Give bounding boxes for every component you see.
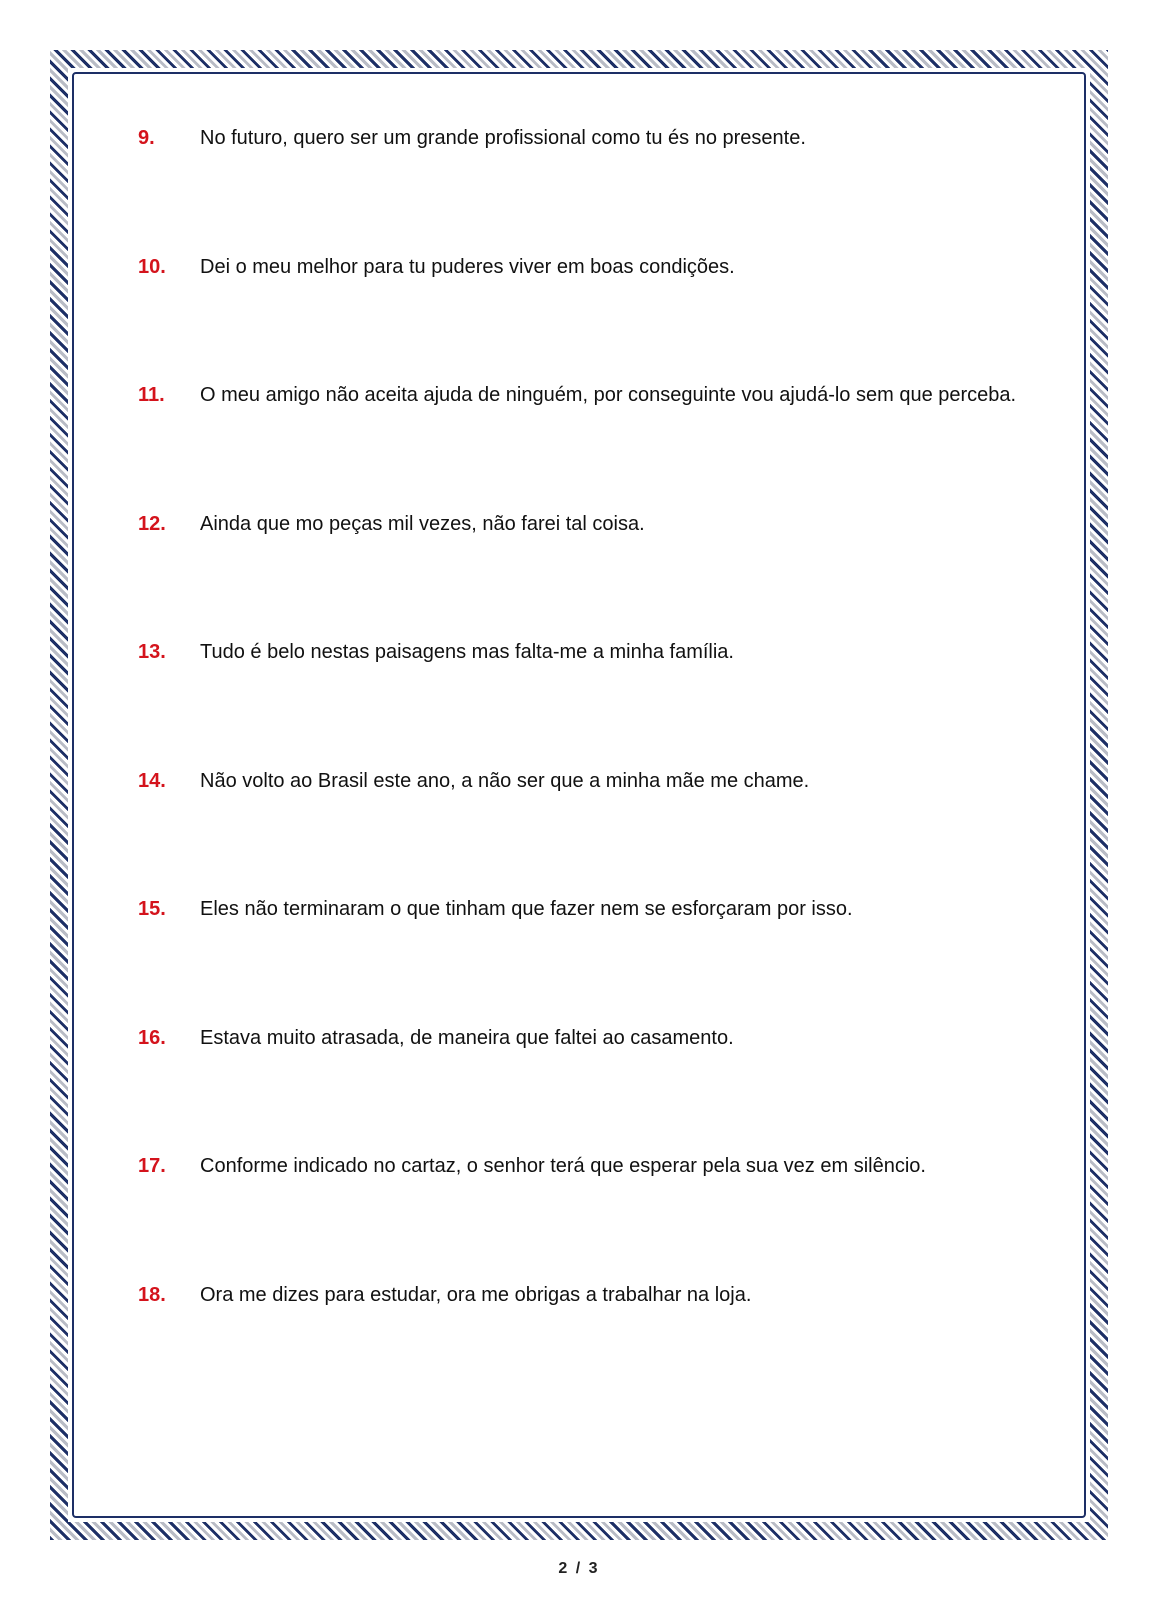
sentence-item-9 xyxy=(138,124,1078,253)
sentence-text: Estava muito atrasada, de maneira que faltei ao casamento. xyxy=(200,1026,734,1049)
sentence-item-12 xyxy=(138,510,1078,639)
sentence-number: 14. xyxy=(138,769,166,792)
sentence-item-10 xyxy=(138,253,1078,382)
sentence-list xyxy=(138,124,1078,1409)
page-number: 2 / 3 xyxy=(558,1560,600,1577)
sentence-text: O meu amigo não aceita ajuda de ninguém, por conseguinte vou ajudá-lo sem que perceba. xyxy=(200,384,1017,406)
sentence-number: 18. xyxy=(138,1283,166,1306)
sentence-number: 11. xyxy=(138,384,165,406)
sentence-text: Conforme indicado no cartaz, o senhor terá que esperar pela sua vez em silêncio. xyxy=(200,1155,926,1177)
sentence-text: Tudo é belo nestas paisagens mas falta-me a minha família. xyxy=(200,641,734,663)
sentence-text: Eles não terminaram o que tinham que fazer nem se esforçaram por isso. xyxy=(200,898,853,920)
sentence-item-18 xyxy=(138,1281,1078,1410)
sentence-number: 16. xyxy=(138,1026,166,1049)
sentence-text: Ainda que mo peças mil vezes, não farei tal coisa. xyxy=(200,512,645,535)
sentence-item-17 xyxy=(138,1152,1078,1281)
sentence-text: Não volto ao Brasil este ano, a não ser que a minha mãe me chame. xyxy=(200,769,810,792)
sentence-text: Dei o meu melhor para tu puderes viver em boas condições. xyxy=(200,255,735,278)
sentence-text: Ora me dizes para estudar, ora me obrigas a trabalhar na loja. xyxy=(200,1283,752,1306)
sentence-item-11 xyxy=(138,381,1078,510)
sentence-item-13 xyxy=(138,638,1078,767)
sentence-number: 15. xyxy=(138,898,166,920)
sentence-text: No futuro, quero ser um grande profissional como tu és no presente. xyxy=(200,127,806,149)
sentence-number: 12. xyxy=(138,512,166,535)
sentence-item-15 xyxy=(138,895,1078,1024)
sentence-number: 9. xyxy=(138,127,155,149)
sentence-number: 17. xyxy=(138,1155,166,1177)
sentence-item-14 xyxy=(138,767,1078,896)
sentence-item-16 xyxy=(138,1024,1078,1153)
sentence-number: 13. xyxy=(138,641,166,663)
sentence-number: 10. xyxy=(138,255,166,278)
